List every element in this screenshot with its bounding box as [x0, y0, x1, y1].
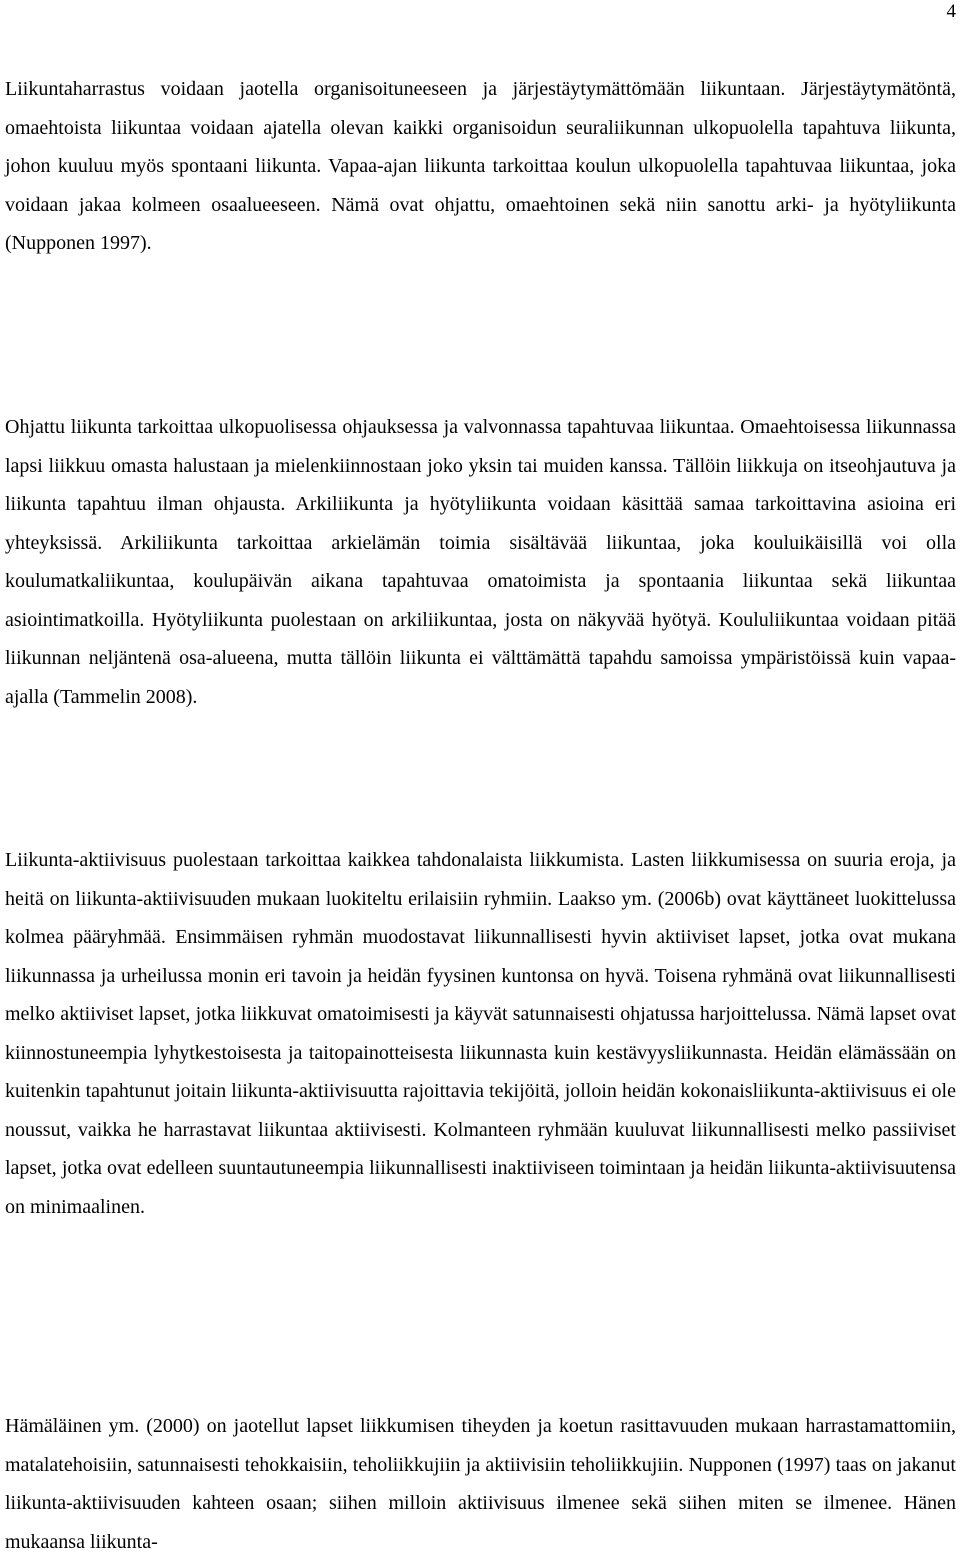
paragraph-hamalainen: Hämäläinen ym. (2000) on jaotellut lapset liikkumisen tiheyden ja koetun rasittavuuden mukaan harrastamattomiin, matalatehoisiin, satunnaisesti tehokkaisiin, teholiikkujiin ja aktiivisiin teholiikkujiin. Nupponen (1997) taas on jakanut liikunta-aktiivisuuden kahteen osaan; siihen milloin aktiivisuus ilmenee sekä siihen miten se ilmenee. Hänen mukaansa liikunta- [5, 1415, 956, 1553]
paragraph-liikunta-aktiivisuus: Liikunta-aktiivisuus puolestaan tarkoittaa kaikkea tahdonalaista liikkumista. Lasten liikkumisessa on suuria eroja, ja heitä on liikunta-aktiivisuuden mukaan luokiteltu erilaisiin ryhmiin. Laakso ym. (2006b) ovat käyttäneet luokittelussa kolmea pääryhmää. Ensimmäisen ryhmän muodostavat liikunnallisesti hyvin aktiiviset lapset, jotka ovat mukana liikunnassa ja urheilussa monin eri tavoin ja heidän fyysinen kuntonsa on hyvä. Toisena ryhmänä ovat liikunnallisesti melko aktiiviset lapset, jotka liikkuvat omatoimisesti ja käyvät satunnaisesti ohjatussa harjoittelussa. Nämä lapset ovat kiinnostuneempia lyhytkestoisesta ja taitopainotteisesta liikunnasta kuin kestävyysliikunnasta. Heidän elämässään on kuitenkin tapahtunut joitain liikunta-aktiivisuutta rajoittavia tekijöitä, jolloin heidän kokonaisliikunta-aktiivisuus ei ole noussut, vaikka he harrastavat liikuntaa aktiivisesti. Kolmanteen ryhmään kuuluvat liikunnallisesti melko passiiviset lapset, jotka ovat edelleen suuntautuneempia liikunnallisesti inaktiiviseen toimintaan ja heidän liikunta-aktiivisuutensa on minimaalinen. [5, 849, 956, 1218]
paragraph-liikuntaharrastus: Liikuntaharrastus voidaan jaotella organisoituneeseen ja järjestäytymättömään liikuntaan. Järjestäytymätöntä, omaehtoista liikuntaa voidaan ajatella olevan kaikki organisoidun seuraliikunnan ulkopuolella tapahtuva liikunta, johon kuuluu myös spontaani liikunta. Vapaa-ajan liikunta tarkoittaa koulun ulkopuolella tapahtuvaa liikuntaa, joka voidaan jakaa kolmeen osaalueeseen. Nämä ovat ohjattu, omaehtoinen sekä niin sanottu arki- ja hyötyliikunta (Nupponen 1997). [5, 78, 956, 254]
page-number: 4 [946, 1, 956, 22]
paragraph-ohjattu-liikunta: Ohjattu liikunta tarkoittaa ulkopuolisessa ohjauksessa ja valvonnassa tapahtuvaa liikuntaa. Omaehtoisessa liikunnassa lapsi liikkuu omasta halustaan ja mielenkiinnostaan joko yksin tai muiden kanssa. Tällöin liikkuja on itseohjautuva ja liikunta tapahtuu ilman ohjausta. Arkiliikunta ja hyötyliikunta voidaan käsittää samaa tarkoittavina asioina eri yhteyksissä. Arkiliikunta tarkoittaa arkielämän toimia sisältävää liikuntaa, joka kouluikäisillä voi olla koulumatkaliikuntaa, koulupäivän aikana tapahtuvaa omatoimista ja spontaania liikuntaa sekä liikuntaa asiointimatkoilla. Hyötyliikunta puolestaan on arkiliikuntaa, josta on näkyvää hyötyä. Koululiikuntaa voidaan pitää liikunnan neljäntenä osa-alueena, mutta tällöin liikunta ei välttämättä tapahdu samoissa ympäristöissä kuin vapaa-ajalla (Tammelin 2008). [5, 416, 956, 708]
